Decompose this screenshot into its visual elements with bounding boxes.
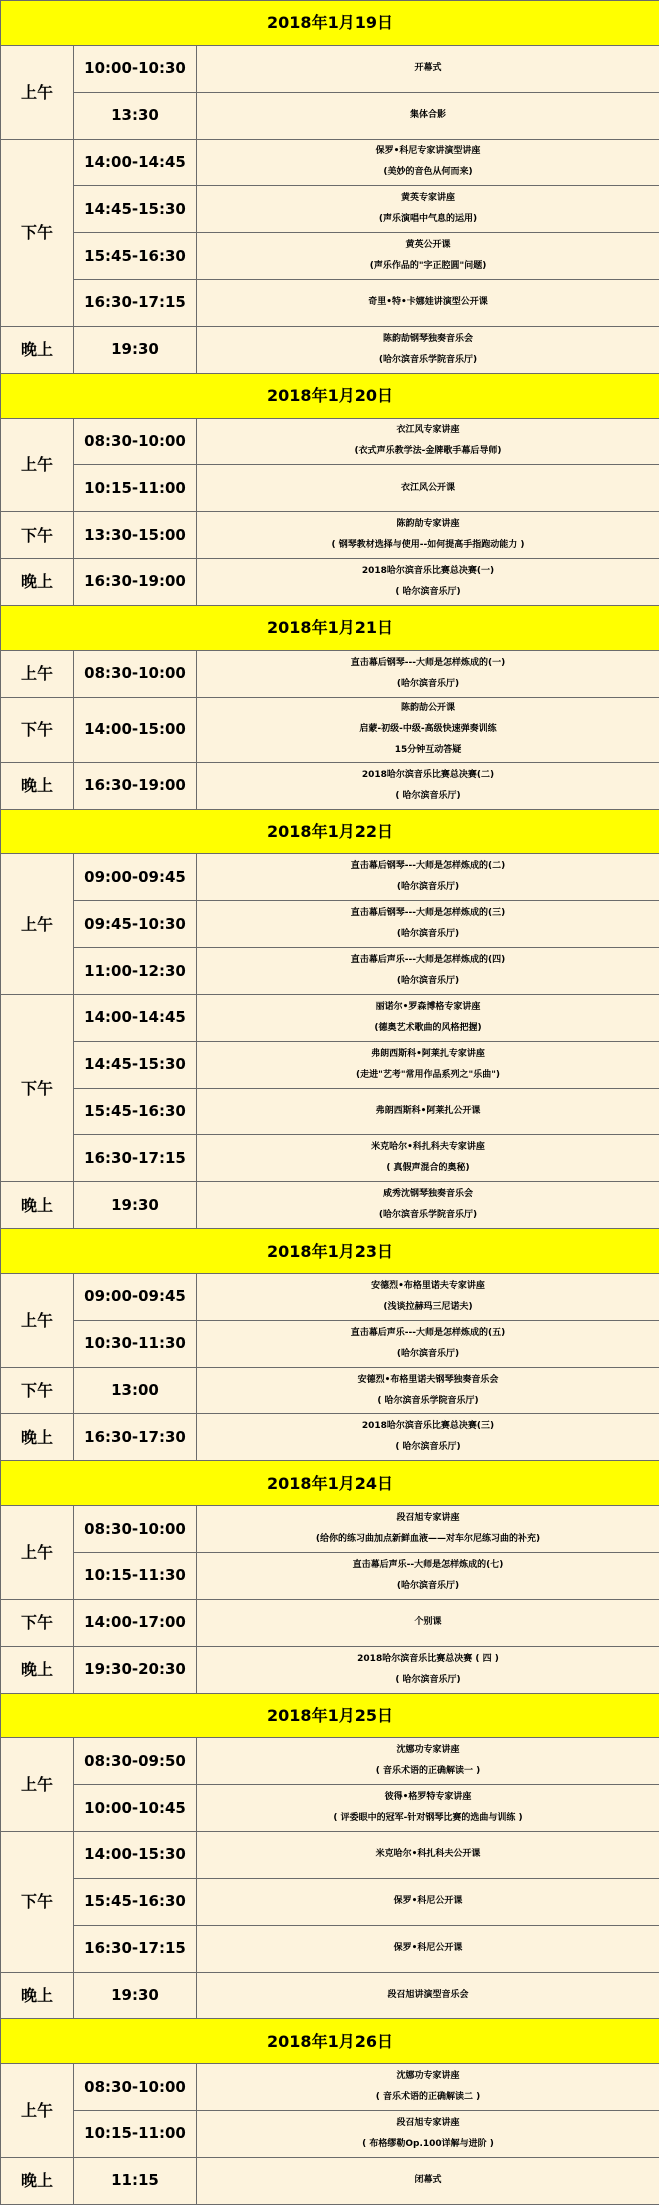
period-label: 上午	[1, 854, 74, 995]
period-label: 晚上	[1, 1646, 74, 1693]
event-cell	[197, 948, 659, 995]
time-slot: 19:30-20:30	[74, 1646, 197, 1693]
date-header: 2018年1月20日	[1, 373, 659, 418]
period-label: 上午	[1, 1506, 74, 1600]
schedule-row	[1, 186, 659, 233]
period-label: 晚上	[1, 762, 74, 809]
time-slot: 10:15-11:00	[74, 2111, 197, 2158]
event-title: 陈韵劼专家讲座	[396, 519, 460, 530]
event-cell	[197, 650, 659, 697]
schedule-row	[1, 1320, 659, 1367]
schedule-row	[1, 697, 659, 762]
period-label: 下午	[1, 139, 74, 326]
period-label: 晚上	[1, 326, 74, 373]
time-slot: 14:45-15:30	[74, 186, 197, 233]
event-detail: (哈尔滨音乐学院音乐厅)	[378, 354, 478, 365]
time-slot: 13:00	[74, 1367, 197, 1414]
event-title: 米克哈尔•科扎科夫公开课	[375, 1849, 481, 1860]
event-title: 开幕式	[414, 63, 442, 74]
event-title: 段召旭讲演型音乐会	[387, 1989, 469, 2000]
event-detail: ( 哈尔滨音乐厅)	[395, 1674, 461, 1685]
event-detail: (哈尔滨音乐厅)	[396, 678, 460, 689]
event-cell	[197, 1414, 659, 1461]
event-cell	[197, 233, 659, 280]
event-detail: (哈尔滨音乐厅)	[396, 976, 460, 986]
event-detail: ( 哈尔滨音乐厅)	[395, 586, 461, 597]
date-header: 2018年1月19日	[1, 1, 659, 46]
event-title: 直击幕后声乐---大师是怎样炼成的(四)	[350, 955, 506, 965]
time-slot: 14:00-15:30	[74, 1832, 197, 1879]
time-slot: 08:30-09:50	[74, 1738, 197, 1785]
event-title: 2018哈尔滨音乐比赛总决赛(二)	[361, 769, 495, 780]
event-title: 陈韵劼钢琴独奏音乐会	[383, 333, 474, 344]
schedule-row	[1, 1599, 659, 1646]
event-cell	[197, 512, 659, 559]
event-title: 弗朗西斯科•阿莱扎专家讲座	[371, 1048, 485, 1059]
event-detail: (哈尔滨音乐厅)	[396, 1348, 460, 1359]
date-header: 2018年1月23日	[1, 1229, 659, 1274]
event-cell	[197, 1367, 659, 1414]
event-cell	[197, 762, 659, 809]
period-label: 下午	[1, 512, 74, 559]
schedule-row	[1, 854, 659, 901]
time-slot: 08:30-10:00	[74, 418, 197, 465]
event-cell	[197, 1320, 659, 1367]
schedule-row	[1, 2111, 659, 2158]
time-slot: 16:30-17:15	[74, 280, 197, 327]
event-cell	[197, 1646, 659, 1693]
event-title: 黄英公开课	[405, 240, 451, 251]
event-title: 段召旭专家讲座	[396, 2117, 460, 2128]
event-cell	[197, 1972, 659, 2019]
time-slot: 16:30-17:15	[74, 1925, 197, 1972]
schedule-row	[1, 326, 659, 373]
schedule-row	[1, 1972, 659, 2019]
event-detail: (哈尔滨音乐厅)	[396, 882, 460, 893]
schedule-row	[1, 1273, 659, 1320]
event-cell	[197, 1738, 659, 1785]
time-slot: 13:30	[74, 92, 197, 139]
event-cell	[197, 1599, 659, 1646]
schedule-row	[1, 1646, 659, 1693]
event-cell	[197, 1135, 659, 1182]
period-label: 下午	[1, 1367, 74, 1414]
event-cell	[197, 1552, 659, 1599]
event-title: 段召旭专家讲座	[396, 1513, 460, 1524]
schedule-body	[1, 1, 659, 2205]
event-detail: ( 真假声混合的奥秘)	[386, 1163, 470, 1174]
event-detail: (走进"艺考"常用作品系列之"乐曲")	[356, 1069, 500, 1080]
event-detail: ( 哈尔滨音乐厅)	[395, 1442, 461, 1453]
period-label: 下午	[1, 697, 74, 762]
event-detail: (德奥艺术歌曲的风格把握)	[374, 1022, 482, 1033]
event-title: 2018哈尔滨音乐比赛总决赛(三)	[361, 1421, 495, 1432]
event-cell	[197, 1506, 659, 1553]
event-detail: (给你的练习曲加点新鲜血液——对车尔尼练习曲的补充)	[315, 1534, 541, 1545]
time-slot: 15:45-16:30	[74, 1088, 197, 1135]
event-title: 闭幕式	[414, 2175, 442, 2186]
schedule-row	[1, 45, 659, 92]
event-cell	[197, 901, 659, 948]
event-detail: (声乐演唱中气息的运用)	[378, 214, 478, 225]
schedule-row	[1, 1182, 659, 1229]
date-header: 2018年1月21日	[1, 605, 659, 650]
event-detail: (哈尔滨音乐厅)	[396, 1580, 460, 1591]
event-title: 米克哈尔•科扎科夫专家讲座	[371, 1142, 485, 1153]
event-title: 黄英专家讲座	[401, 193, 456, 204]
event-cell	[197, 559, 659, 606]
event-title: 弗朗西斯科•阿莱扎公开课	[375, 1106, 481, 1117]
schedule-row	[1, 901, 659, 948]
event-detail: ( 钢琴教材选择与使用--如何提高手指跑动能力 )	[331, 540, 525, 551]
schedule-row	[1, 1738, 659, 1785]
schedule-row	[1, 512, 659, 559]
schedule-row	[1, 233, 659, 280]
time-slot: 09:45-10:30	[74, 901, 197, 948]
period-label: 下午	[1, 994, 74, 1181]
event-cell	[197, 2111, 659, 2158]
schedule-row	[1, 1552, 659, 1599]
event-title: 保罗•科尼公开课	[393, 1896, 463, 1907]
event-cell	[197, 186, 659, 233]
schedule-row	[1, 1088, 659, 1135]
date-header-row	[1, 1229, 659, 1274]
time-slot: 10:00-10:30	[74, 45, 197, 92]
time-slot: 08:30-10:00	[74, 650, 197, 697]
event-cell	[197, 1088, 659, 1135]
event-title: 集体合影	[410, 110, 447, 121]
period-label: 晚上	[1, 1414, 74, 1461]
event-detail: ( 音乐术语的正确解读一 )	[375, 1766, 481, 1777]
time-slot: 15:45-16:30	[74, 1878, 197, 1925]
date-header-row	[1, 809, 659, 854]
time-slot: 13:30-15:00	[74, 512, 197, 559]
time-slot: 16:30-17:30	[74, 1414, 197, 1461]
event-detail: ( 音乐术语的正确解读二 )	[375, 2092, 481, 2103]
date-header: 2018年1月25日	[1, 1693, 659, 1738]
date-header: 2018年1月22日	[1, 809, 659, 854]
event-title: 保罗•科尼公开课	[393, 1943, 463, 1954]
time-slot: 11:15	[74, 2157, 197, 2204]
period-label: 上午	[1, 2064, 74, 2158]
event-title: 直击幕后钢琴---大师是怎样炼成的(一)	[350, 657, 506, 668]
schedule-row	[1, 762, 659, 809]
date-header: 2018年1月26日	[1, 2019, 659, 2064]
event-title: 保罗•科尼专家讲演型讲座	[375, 146, 481, 157]
event-cell	[197, 1785, 659, 1832]
period-label: 上午	[1, 45, 74, 139]
date-header-row	[1, 605, 659, 650]
event-detail: 启蒙-初级-中级-高级快速弹奏训练	[359, 724, 497, 735]
date-header-row	[1, 1, 659, 46]
event-cell	[197, 326, 659, 373]
event-cell	[197, 1832, 659, 1879]
event-detail: (声乐作品的"字正腔圆"问题)	[369, 261, 487, 272]
event-cell	[197, 854, 659, 901]
time-slot: 14:00-15:00	[74, 697, 197, 762]
time-slot: 19:30	[74, 1972, 197, 2019]
event-title: 彼得•格罗特专家讲座	[384, 1792, 472, 1803]
period-label: 晚上	[1, 1972, 74, 2019]
event-cell	[197, 418, 659, 465]
event-detail: (哈尔滨音乐学院音乐厅)	[378, 1210, 478, 1221]
event-detail: (美妙的音色从何而来)	[383, 167, 473, 178]
schedule-row	[1, 1135, 659, 1182]
time-slot: 10:30-11:30	[74, 1320, 197, 1367]
period-label: 上午	[1, 1273, 74, 1367]
time-slot: 16:30-19:00	[74, 559, 197, 606]
event-detail: (哈尔滨音乐厅)	[396, 929, 460, 940]
schedule-row	[1, 2064, 659, 2111]
event-title: 咸秀沈钢琴独奏音乐会	[383, 1189, 474, 1200]
event-detail: 15分钟互动答疑	[394, 745, 462, 756]
event-detail: (浅谈拉赫玛三尼诺夫)	[383, 1301, 473, 1312]
event-cell	[197, 465, 659, 512]
time-slot: 14:00-14:45	[74, 994, 197, 1041]
time-slot: 19:30	[74, 1182, 197, 1229]
time-slot: 08:30-10:00	[74, 1506, 197, 1553]
period-label: 晚上	[1, 559, 74, 606]
event-title: 直击幕后钢琴---大师是怎样炼成的(三)	[350, 908, 506, 919]
event-title: 个别课	[414, 1617, 442, 1628]
event-title: 陈韵劼公开课	[401, 703, 456, 714]
event-detail: (衣式声乐教学法-金牌歌手幕后导师)	[354, 446, 502, 457]
schedule-row	[1, 1041, 659, 1088]
time-slot: 16:30-19:00	[74, 762, 197, 809]
event-cell	[197, 1925, 659, 1972]
date-header-row	[1, 373, 659, 418]
date-header: 2018年1月24日	[1, 1461, 659, 1506]
schedule-row	[1, 1785, 659, 1832]
schedule-row	[1, 1832, 659, 1879]
schedule-row	[1, 559, 659, 606]
event-title: 衣江风专家讲座	[396, 425, 460, 436]
period-label: 上午	[1, 418, 74, 512]
time-slot: 16:30-17:15	[74, 1135, 197, 1182]
event-title: 安德烈•布格里诺夫钢琴独奏音乐会	[357, 1374, 499, 1385]
event-cell	[197, 1273, 659, 1320]
event-detail: ( 哈尔滨音乐学院音乐厅)	[377, 1395, 479, 1406]
event-cell	[197, 994, 659, 1041]
event-title: 沈娜功专家讲座	[396, 2071, 460, 2082]
schedule-row	[1, 948, 659, 995]
time-slot: 14:45-15:30	[74, 1041, 197, 1088]
schedule-row	[1, 1506, 659, 1553]
time-slot: 10:00-10:45	[74, 1785, 197, 1832]
event-cell	[197, 1041, 659, 1088]
schedule-row	[1, 465, 659, 512]
schedule-row	[1, 650, 659, 697]
time-slot: 10:15-11:30	[74, 1552, 197, 1599]
schedule-row	[1, 418, 659, 465]
event-title: 丽诺尔•罗森博格专家讲座	[375, 1001, 481, 1012]
schedule-row	[1, 280, 659, 327]
period-label: 晚上	[1, 1182, 74, 1229]
schedule-row	[1, 1414, 659, 1461]
time-slot: 14:00-17:00	[74, 1599, 197, 1646]
schedule-row	[1, 139, 659, 186]
time-slot: 19:30	[74, 326, 197, 373]
event-title: 衣江风公开课	[401, 482, 456, 493]
event-cell	[197, 697, 659, 762]
event-cell	[197, 92, 659, 139]
schedule-row	[1, 1925, 659, 1972]
event-detail: ( 布格缪勒Op.100详解与进阶 )	[362, 2138, 494, 2149]
event-detail: ( 哈尔滨音乐厅)	[395, 790, 461, 801]
date-header-row	[1, 1693, 659, 1738]
event-title: 直击幕后声乐---大师是怎样炼成的(五)	[350, 1327, 506, 1338]
event-title: 直击幕后钢琴---大师是怎样炼成的(二)	[350, 861, 506, 872]
event-title: 直击幕后声乐--大师是怎样炼成的(七)	[352, 1559, 504, 1570]
event-cell	[197, 2157, 659, 2204]
time-slot: 11:00-12:30	[74, 948, 197, 995]
period-label: 上午	[1, 650, 74, 697]
event-title: 2018哈尔滨音乐比赛总决赛(一)	[361, 565, 495, 576]
schedule-row	[1, 1367, 659, 1414]
event-title: 沈娜功专家讲座	[396, 1745, 460, 1756]
period-label: 晚上	[1, 2157, 74, 2204]
schedule-row	[1, 92, 659, 139]
event-cell	[197, 45, 659, 92]
schedule-row	[1, 1878, 659, 1925]
schedule-row	[1, 994, 659, 1041]
schedule-row	[1, 2157, 659, 2204]
period-label: 下午	[1, 1599, 74, 1646]
period-label: 上午	[1, 1738, 74, 1832]
time-slot: 09:00-09:45	[74, 1273, 197, 1320]
event-title: 安德烈•布格里诺夫专家讲座	[371, 1280, 485, 1291]
event-cell	[197, 1182, 659, 1229]
event-detail: ( 评委眼中的冠军-针对钢琴比赛的选曲与训练 )	[333, 1813, 523, 1824]
date-header-row	[1, 1461, 659, 1506]
time-slot: 15:45-16:30	[74, 233, 197, 280]
time-slot: 10:15-11:00	[74, 465, 197, 512]
event-cell	[197, 2064, 659, 2111]
time-slot: 08:30-10:00	[74, 2064, 197, 2111]
time-slot: 14:00-14:45	[74, 139, 197, 186]
event-title: 2018哈尔滨音乐比赛总决赛 ( 四 )	[357, 1653, 499, 1664]
event-cell	[197, 280, 659, 327]
event-title: 奇里•特•卡娜娃讲演型公开课	[368, 297, 488, 308]
event-cell	[197, 139, 659, 186]
event-cell	[197, 1878, 659, 1925]
period-label: 下午	[1, 1832, 74, 1973]
date-header-row	[1, 2019, 659, 2064]
time-slot: 09:00-09:45	[74, 854, 197, 901]
